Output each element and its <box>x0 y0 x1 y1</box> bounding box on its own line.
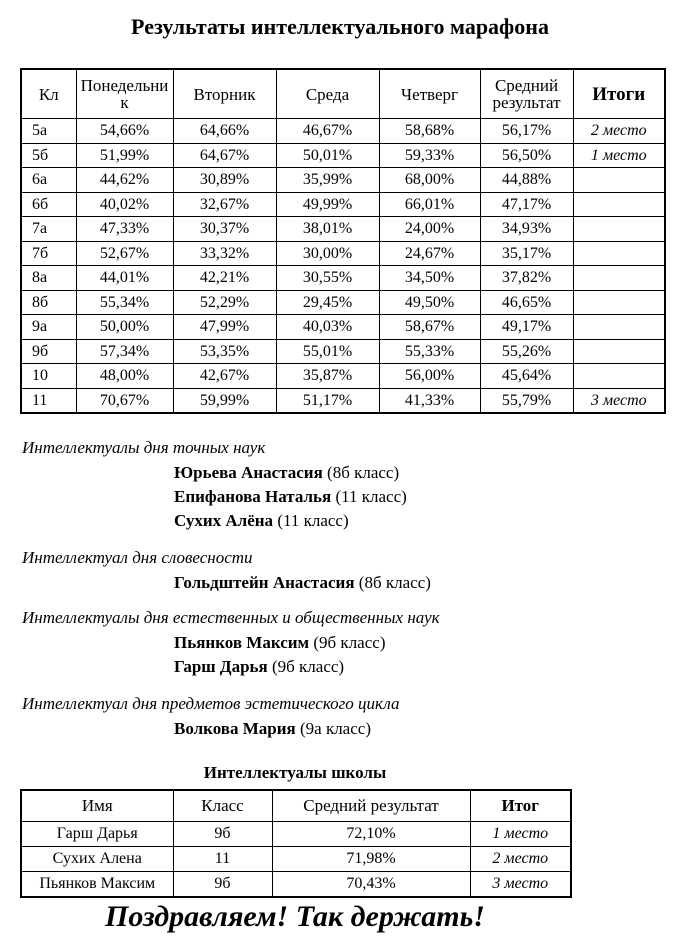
winner-name: Епифанова Наталья <box>174 487 332 506</box>
winner-name: Пьянков Максим <box>174 633 310 652</box>
score-cell: 56,17% <box>480 119 573 144</box>
score-cell: 35,99% <box>276 168 379 193</box>
class-cell: 5а <box>21 119 76 144</box>
winner-class: (11 класс) <box>273 511 349 530</box>
class-cell: 6б <box>21 192 76 217</box>
student-average-cell: 70,43% <box>272 872 470 898</box>
school-header-result: Итог <box>470 790 571 822</box>
score-cell: 55,33% <box>379 339 480 364</box>
winner-name: Гольдштейн Анастасия <box>174 573 355 592</box>
class-cell: 7б <box>21 241 76 266</box>
table-row <box>21 217 665 242</box>
place-cell: 3 место <box>573 388 665 413</box>
score-cell: 47,33% <box>76 217 173 242</box>
score-cell: 46,65% <box>480 290 573 315</box>
winner-class: (8б класс) <box>322 463 400 482</box>
score-cell: 55,01% <box>276 339 379 364</box>
winner-entry <box>174 573 431 593</box>
place-cell <box>573 192 665 217</box>
score-cell: 42,67% <box>173 364 276 389</box>
score-cell: 44,62% <box>76 168 173 193</box>
score-cell: 34,93% <box>480 217 573 242</box>
school-title: Интеллектуалы школы <box>203 763 387 782</box>
table-row <box>21 119 665 144</box>
score-cell: 30,55% <box>276 266 379 291</box>
winner-class: (9б класс) <box>309 633 386 652</box>
student-average-cell: 72,10% <box>272 822 470 847</box>
place-cell <box>573 266 665 291</box>
score-cell: 51,17% <box>276 388 379 413</box>
table-row <box>21 143 665 168</box>
score-cell: 66,01% <box>379 192 480 217</box>
score-cell: 56,00% <box>379 364 480 389</box>
score-cell: 49,50% <box>379 290 480 315</box>
header-thursday: Четверг <box>379 69 480 119</box>
winner-class: (8б класс) <box>354 573 431 592</box>
table-row <box>21 315 665 340</box>
table-row <box>21 822 571 847</box>
place-cell <box>573 241 665 266</box>
score-cell: 44,01% <box>76 266 173 291</box>
winner-entry <box>174 487 407 507</box>
score-cell: 64,67% <box>173 143 276 168</box>
table-row <box>21 847 571 872</box>
score-cell: 41,33% <box>379 388 480 413</box>
score-cell: 58,67% <box>379 315 480 340</box>
winner-entry <box>174 657 344 677</box>
place-cell <box>573 217 665 242</box>
winner-class: (9б класс) <box>267 657 345 676</box>
score-cell: 48,00% <box>76 364 173 389</box>
score-cell: 32,67% <box>173 192 276 217</box>
header-average: Средний результат <box>480 69 573 119</box>
class-cell: 10 <box>21 364 76 389</box>
table-row <box>21 872 571 898</box>
class-cell: 5б <box>21 143 76 168</box>
place-cell <box>573 290 665 315</box>
score-cell: 34,50% <box>379 266 480 291</box>
school-table <box>20 789 572 898</box>
school-header-average: Средний результат <box>272 790 470 822</box>
table-row <box>21 192 665 217</box>
table-row <box>21 168 665 193</box>
winner-name: Сухих Алёна <box>174 511 274 530</box>
student-name-cell: Сухих Алена <box>21 847 173 872</box>
table-row <box>21 241 665 266</box>
score-cell: 45,64% <box>480 364 573 389</box>
table-row <box>21 339 665 364</box>
winner-entry <box>174 719 371 739</box>
student-place-cell: 2 место <box>470 847 571 872</box>
student-name-cell: Пьянков Максим <box>21 872 173 898</box>
winner-name: Юрьева Анастасия <box>174 463 323 482</box>
winner-entry <box>174 463 399 483</box>
score-cell: 30,37% <box>173 217 276 242</box>
class-cell: 7а <box>21 217 76 242</box>
results-table <box>20 68 666 414</box>
score-cell: 55,26% <box>480 339 573 364</box>
class-cell: 8б <box>21 290 76 315</box>
score-cell: 38,01% <box>276 217 379 242</box>
score-cell: 49,99% <box>276 192 379 217</box>
congratulations-text: Поздравляем! Так держать! <box>105 900 485 933</box>
score-cell: 29,45% <box>276 290 379 315</box>
place-cell: 2 место <box>573 119 665 144</box>
score-cell: 24,00% <box>379 217 480 242</box>
score-cell: 40,02% <box>76 192 173 217</box>
score-cell: 55,34% <box>76 290 173 315</box>
header-tuesday: Вторник <box>173 69 276 119</box>
student-place-cell: 3 место <box>470 872 571 898</box>
table-row <box>21 364 665 389</box>
score-cell: 46,67% <box>276 119 379 144</box>
section-heading: Интеллектуалы дня точных наук <box>22 438 266 457</box>
score-cell: 52,67% <box>76 241 173 266</box>
class-cell: 9б <box>21 339 76 364</box>
student-class-cell: 11 <box>173 847 272 872</box>
score-cell: 35,17% <box>480 241 573 266</box>
score-cell: 59,99% <box>173 388 276 413</box>
student-class-cell: 9б <box>173 822 272 847</box>
score-cell: 35,87% <box>276 364 379 389</box>
score-cell: 50,01% <box>276 143 379 168</box>
score-cell: 33,32% <box>173 241 276 266</box>
score-cell: 47,99% <box>173 315 276 340</box>
score-cell: 40,03% <box>276 315 379 340</box>
table-row <box>21 266 665 291</box>
winner-name: Гарш Дарья <box>174 657 268 676</box>
winner-class: (11 класс) <box>331 487 407 506</box>
table-row <box>21 290 665 315</box>
place-cell <box>573 364 665 389</box>
place-cell: 1 место <box>573 143 665 168</box>
score-cell: 50,00% <box>76 315 173 340</box>
place-cell <box>573 315 665 340</box>
winner-entry <box>174 633 385 653</box>
score-cell: 24,67% <box>379 241 480 266</box>
score-cell: 49,17% <box>480 315 573 340</box>
score-cell: 30,00% <box>276 241 379 266</box>
score-cell: 59,33% <box>379 143 480 168</box>
page-title: Результаты интеллектуального марафона <box>131 14 549 39</box>
class-cell: 8а <box>21 266 76 291</box>
score-cell: 30,89% <box>173 168 276 193</box>
score-cell: 57,34% <box>76 339 173 364</box>
score-cell: 51,99% <box>76 143 173 168</box>
score-cell: 64,66% <box>173 119 276 144</box>
header-monday: Понедельник <box>76 69 173 119</box>
section-heading: Интеллектуал дня словесности <box>22 548 253 567</box>
score-cell: 56,50% <box>480 143 573 168</box>
results-header-row <box>21 69 665 119</box>
class-cell: 11 <box>21 388 76 413</box>
winner-class: (9а класс) <box>295 719 371 738</box>
class-cell: 6а <box>21 168 76 193</box>
header-results: Итоги <box>573 69 665 119</box>
student-name-cell: Гарш Дарья <box>21 822 173 847</box>
school-header-name: Имя <box>21 790 173 822</box>
score-cell: 70,67% <box>76 388 173 413</box>
score-cell: 53,35% <box>173 339 276 364</box>
score-cell: 47,17% <box>480 192 573 217</box>
score-cell: 68,00% <box>379 168 480 193</box>
winner-entry <box>174 511 349 531</box>
section-heading: Интеллектуалы дня естественных и общественных наук <box>22 608 440 627</box>
score-cell: 54,66% <box>76 119 173 144</box>
score-cell: 58,68% <box>379 119 480 144</box>
place-cell <box>573 168 665 193</box>
student-average-cell: 71,98% <box>272 847 470 872</box>
score-cell: 55,79% <box>480 388 573 413</box>
place-cell <box>573 339 665 364</box>
winner-name: Волкова Мария <box>174 719 296 738</box>
header-wednesday: Среда <box>276 69 379 119</box>
score-cell: 44,88% <box>480 168 573 193</box>
class-cell: 9а <box>21 315 76 340</box>
score-cell: 37,82% <box>480 266 573 291</box>
school-header-class: Класс <box>173 790 272 822</box>
header-class: Кл <box>21 69 76 119</box>
score-cell: 42,21% <box>173 266 276 291</box>
student-class-cell: 9б <box>173 872 272 898</box>
table-row <box>21 388 665 413</box>
score-cell: 52,29% <box>173 290 276 315</box>
section-heading: Интеллектуал дня предметов эстетического цикла <box>22 694 400 713</box>
school-header-row <box>21 790 571 822</box>
student-place-cell: 1 место <box>470 822 571 847</box>
